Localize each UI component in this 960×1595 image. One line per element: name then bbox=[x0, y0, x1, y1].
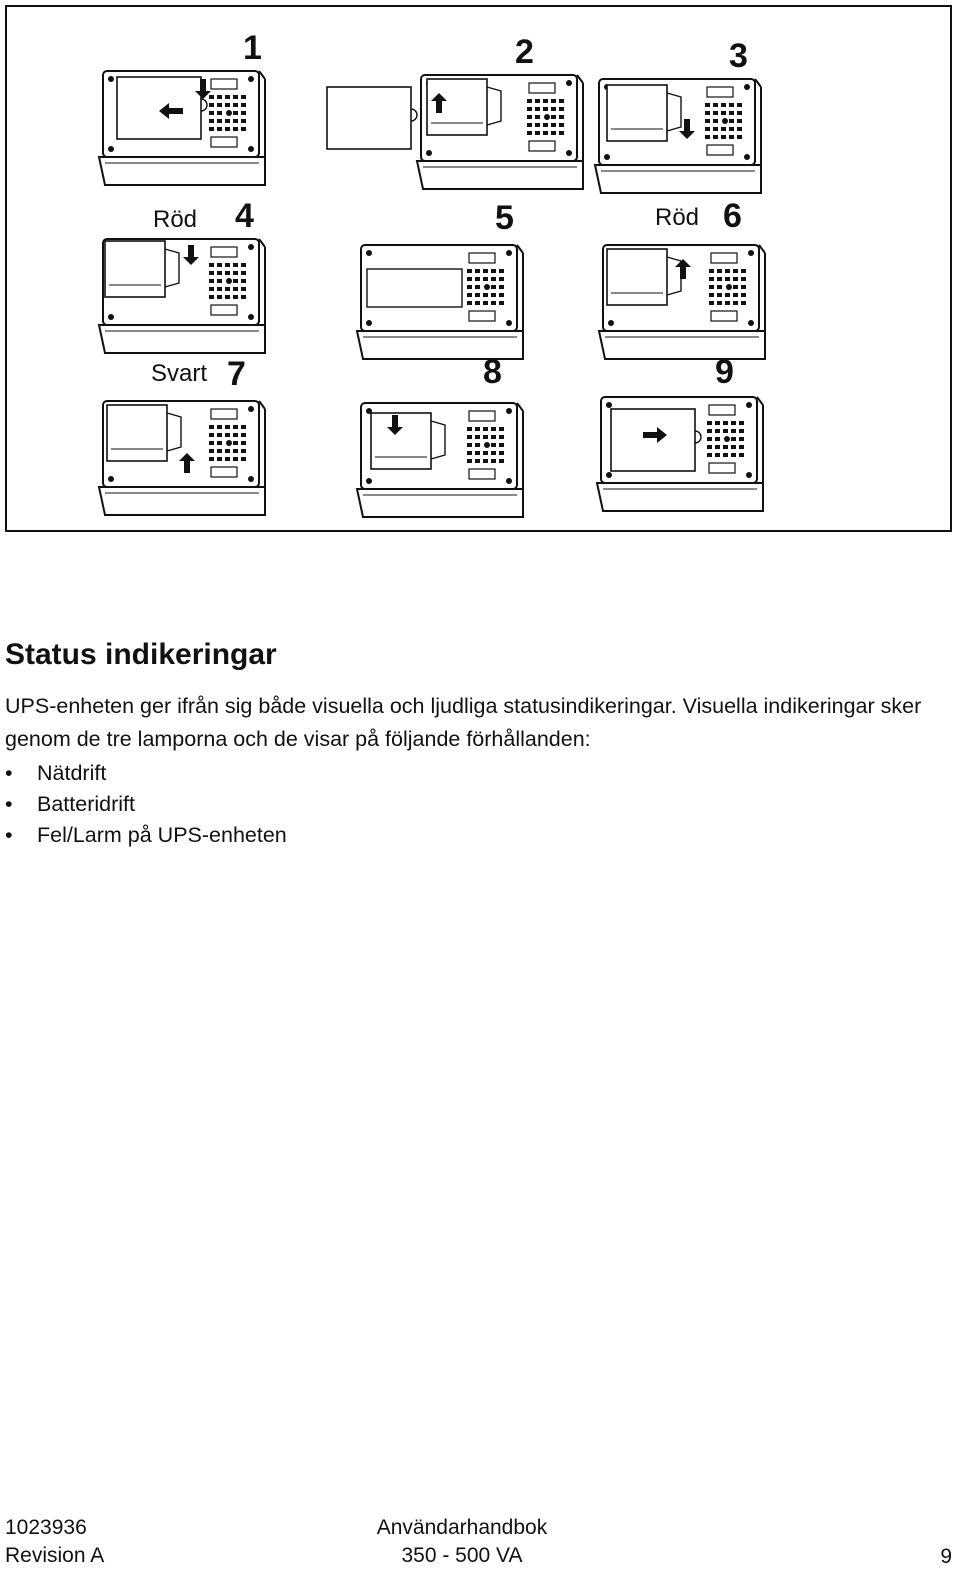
step-5-illustration bbox=[357, 245, 523, 359]
manual-title: Användarhandbok bbox=[376, 1516, 548, 1539]
battery-replacement-figure bbox=[5, 5, 952, 532]
section-title: Status indikeringar bbox=[5, 638, 277, 671]
intro-paragraph: UPS-enheten ger ifrån sig både visuella och ljudliga statusindikeringar. Visuella indikeringar sker genom de tre lamporna och de visar på följande förhållanden: bbox=[5, 694, 922, 751]
list-item: • Nätdrift bbox=[5, 758, 287, 789]
figure-canvas bbox=[7, 7, 950, 530]
step-number: 9 bbox=[715, 353, 734, 391]
status-list bbox=[5, 758, 287, 851]
step-number: 4 bbox=[235, 197, 254, 235]
model-range: 350 - 500 VA bbox=[401, 1544, 523, 1567]
step-8-illustration bbox=[357, 403, 523, 517]
wire-label-red: Röd bbox=[153, 206, 198, 233]
step-4-illustration bbox=[99, 239, 265, 353]
list-item: • Fel/Larm på UPS-enheten bbox=[5, 820, 287, 851]
step-6-illustration bbox=[599, 245, 765, 359]
step-number: 2 bbox=[515, 33, 534, 71]
step-9-illustration bbox=[597, 397, 763, 511]
step-3-illustration bbox=[595, 79, 761, 193]
step-number: 5 bbox=[495, 199, 514, 237]
step-7-illustration bbox=[99, 401, 265, 515]
step-number: 3 bbox=[729, 37, 748, 75]
step-number: 1 bbox=[243, 29, 262, 67]
footer-manual-info bbox=[362, 1514, 562, 1570]
step-1-illustration bbox=[99, 71, 265, 185]
page-number: 9 bbox=[940, 1545, 952, 1568]
step-number: 7 bbox=[227, 355, 246, 393]
footer-doc-info bbox=[5, 1514, 104, 1570]
step-2-illustration bbox=[327, 75, 583, 189]
list-item: • Batteridrift bbox=[5, 789, 287, 820]
doc-number: 1023936 bbox=[5, 1516, 87, 1539]
step-number: 8 bbox=[483, 353, 502, 391]
revision: Revision A bbox=[5, 1544, 105, 1567]
step-number: 6 bbox=[723, 197, 742, 235]
wire-label-black: Svart bbox=[151, 360, 208, 387]
wire-label-red: Röd bbox=[655, 204, 700, 231]
